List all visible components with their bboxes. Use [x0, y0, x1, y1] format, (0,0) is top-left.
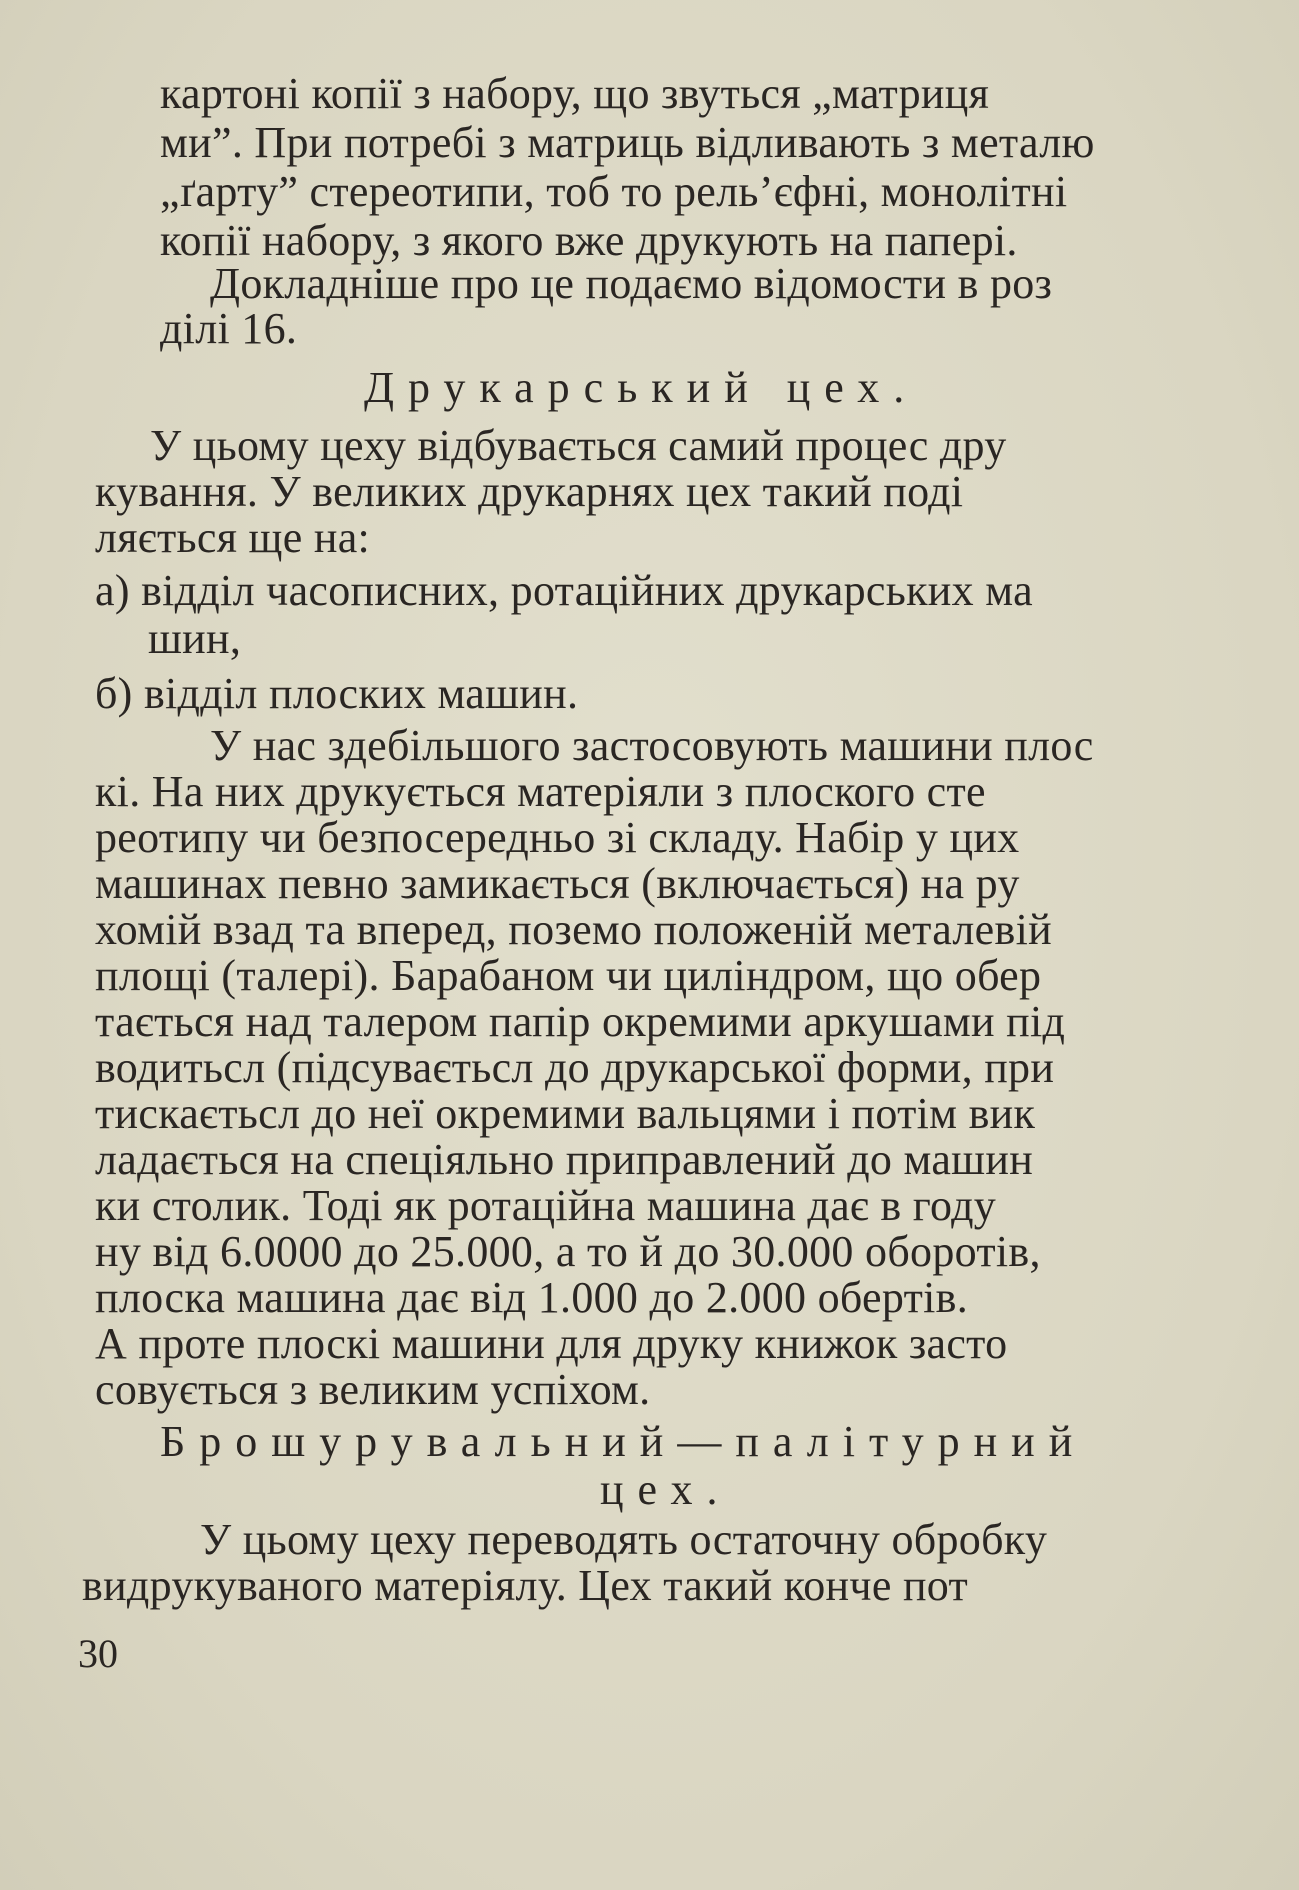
section-heading: Брошурувальний—палітурний — [160, 1417, 1087, 1466]
text-line: картоні копії з набору, що звуться „матриця — [160, 69, 990, 118]
text-line: машинах певно замикається (включається) на ру — [95, 859, 1020, 908]
text-line: У цьому цеху відбувається самий процес дру — [150, 421, 1007, 470]
page-number: 30 — [78, 1631, 118, 1676]
text-line: площі (талері). Барабаном чи циліндром, що обер — [95, 951, 1042, 1000]
text-line: А проте плоскі машини для друку книжок засто — [95, 1319, 1008, 1368]
text-line: ми”. При потребі з матриць відливають з металю — [160, 118, 1095, 167]
text-line: У цьому цеху переводять остаточну обробку — [200, 1515, 1048, 1564]
text-line: ляється ще на: — [95, 513, 371, 562]
text-line: кі. На них друкується матеріяли з плоского сте — [95, 767, 986, 816]
section-heading: Друкарський цех. — [364, 363, 919, 412]
section-heading: цех. — [600, 1465, 732, 1514]
text-line: ділі 16. — [160, 304, 298, 353]
text-line: ну від 6.0000 до 25.000, а то й до 30.000 оборотів, — [95, 1227, 1041, 1276]
text-line: реотипу чи безпосередньо зі складу. Набір у цих — [95, 813, 1020, 862]
text-line: ладається на спеціяльно приправлений до машин — [95, 1135, 1034, 1184]
text-line: кування. У великих друкарнях цех такий поді — [95, 467, 964, 516]
text-line: видрукуваного матеріялу. Цех такий конче пот — [82, 1561, 969, 1610]
text-line: водитьсл (підсуваєтьсл до друкарської форми, при — [95, 1043, 1055, 1092]
text-line: совується з великим успіхом. — [95, 1365, 651, 1414]
text-line: ки столик. Тоді як ротаційна машина дає в году — [95, 1181, 997, 1230]
text-line: тається над талером папір окремими аркушами під — [95, 997, 1066, 1046]
text-line: копії набору, з якого вже друкують на папері. — [160, 216, 1018, 265]
text-line: хомій взад та вперед, поземо положеній металевій — [95, 905, 1052, 954]
text-line: „ґарту” стереотипи, тоб то рель’єфні, монолітні — [160, 167, 1068, 216]
text-line: тискаєтьсл до неї окремими вальцями і потім вик — [95, 1089, 1036, 1138]
text-line: У нас здебільшого застосовують машини плос — [210, 721, 1094, 770]
text-line: шин, — [148, 614, 242, 663]
text-line: плоска машина дає від 1.000 до 2.000 обертів. — [95, 1273, 969, 1322]
text-line: Докладніше про це подаємо відомости в роз — [210, 259, 1053, 308]
text-line: а) відділ часописних, ротаційних друкарських ма — [95, 566, 1033, 615]
text-line: б) відділ плоских машин. — [95, 669, 579, 718]
